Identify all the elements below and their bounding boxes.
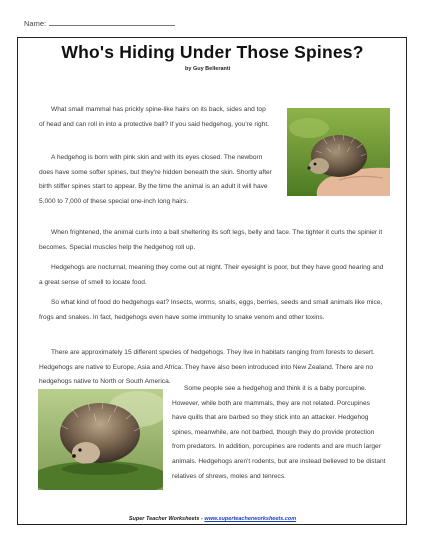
- footer-separator: -: [199, 516, 205, 522]
- footer: [0, 516, 425, 522]
- name-label: Name:: [24, 19, 47, 28]
- name-row: [24, 19, 175, 28]
- paragraph-4: [39, 261, 384, 290]
- footer-url-link[interactable]: www.superteacherworksheets.com: [204, 516, 297, 522]
- paragraph-5-text: So what kind of food do hedgehogs eat? Insects, worms, snails, eggs, berries, seeds and small animals like mice, frogs and snakes. In fact, hedgehogs even have some immunity to snake venom and other toxins.: [39, 299, 383, 321]
- name-blank-line[interactable]: [49, 19, 175, 26]
- hedgehog-on-moss-photo: [38, 389, 163, 490]
- footer-brand: Super Teacher Worksheets: [128, 516, 200, 522]
- paragraph-3-text: When frightened, the animal curls into a ball sheltering its soft legs, belly and face. The tighter it curls the spinier it becomes. Special muscles help the hedgehog roll up.: [39, 229, 383, 251]
- paragraph-4-text: Hedgehogs are nocturnal, meaning they come out at night. Their eyesight is poor, but they have good hearing and a great sense of smell to locate food.: [39, 264, 384, 286]
- paragraph-1-text: What small mammal has prickly spine-like hairs on its back, sides and top of head and can roll in into a protective ball? If you said hedgehog, you're right.: [39, 106, 269, 128]
- paragraph-5: [39, 296, 384, 325]
- paragraph-2-text: A hedgehog is born with pink skin and with its eyes closed. The newborn does have some softer spines, but they're hidden beneath the skin. Shortly after birth stiffer spines start to appear. By the time the animal is an adult it will have 5,000 to 7,000 of these special one-inch long hairs.: [39, 154, 272, 205]
- worksheet-title: Who's Hiding Under Those Spines?: [61, 42, 364, 62]
- author-byline: by Guy Belleranti: [185, 66, 231, 72]
- paragraph-7-text: Some people see a hedgehog and think it is a baby porcupine. However, while both are mammals, they are not related. Porcupines have quills that are barbed so they stick into an attacker. Hedgehog spines, meanwhile, are not barbed, though they do provide protection from predators. In addition, porcupines are rodents and are much larger animals. Hedgehogs aren't rodents, but are instead believed to be distant relatives of shrews, moles and tenrecs.: [172, 385, 386, 480]
- paragraph-7: [172, 382, 386, 484]
- hedgehog-in-hand-photo: [287, 108, 390, 196]
- paragraph-2: [39, 151, 272, 209]
- paragraph-1: [39, 103, 272, 132]
- paragraph-3: [39, 226, 384, 255]
- paragraph-6-text: There are approximately 15 different species of hedgehogs. They live in habitats ranging from forests to desert. Hedgehogs are native to Europe, Asia and Africa. They have also been introduced into New Zealand. There are no hedgehogs native to North or South America.: [39, 349, 375, 386]
